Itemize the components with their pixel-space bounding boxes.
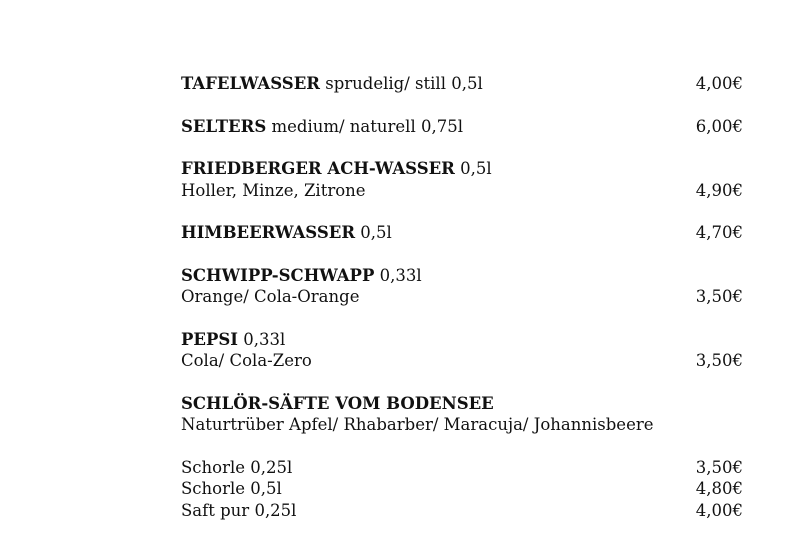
item-price: 4,00€ xyxy=(695,500,743,520)
size-label: Schorle 0,5l xyxy=(181,479,282,498)
item-name: PEPSI xyxy=(181,329,239,349)
menu-item-schwipp-schwapp xyxy=(181,265,743,287)
menu-item-selters xyxy=(181,116,743,138)
menu-item-pepsi xyxy=(181,329,743,351)
item-detail: 0,5l xyxy=(454,159,492,178)
item-detail: 0,33l xyxy=(374,265,422,285)
item-price: 3,50€ xyxy=(695,457,743,477)
menu-item-schwipp-schwapp-flavors xyxy=(181,286,743,308)
menu-item-friedberger-ach-wasser xyxy=(181,158,743,180)
item-detail: 0,5l xyxy=(355,223,392,242)
size-label: Saft pur 0,25l xyxy=(181,500,297,520)
juices-heading xyxy=(181,393,743,415)
item-detail: 0,33l xyxy=(238,329,286,349)
item-price: 4,00€ xyxy=(695,74,743,93)
item-price: 4,70€ xyxy=(695,223,743,242)
item-name: SELTERS xyxy=(181,116,267,136)
item-name: HIMBEERWASSER xyxy=(181,223,356,242)
juice-size-schorle-05 xyxy=(181,478,743,500)
item-subline: Orange/ Cola-Orange xyxy=(181,287,360,306)
item-price: 4,90€ xyxy=(695,180,743,200)
menu-item-friedberger-flavors xyxy=(181,180,743,202)
menu-item-himbeerwasser xyxy=(181,222,743,244)
item-name: FRIEDBERGER ACH-WASSER xyxy=(181,159,455,178)
size-label: Schorle 0,25l xyxy=(181,457,293,477)
item-price: 6,00€ xyxy=(695,116,743,136)
item-price: 4,80€ xyxy=(695,479,743,498)
juice-size-saft-pur-025 xyxy=(181,500,743,522)
varieties-text: Naturtrüber Apfel/ Rhabarber/ Maracuja/ Johannisbeere xyxy=(181,415,654,434)
item-subline: Cola/ Cola-Zero xyxy=(181,351,312,370)
juice-size-schorle-025 xyxy=(181,457,743,479)
drinks-menu xyxy=(181,73,743,521)
menu-item-tafelwasser xyxy=(181,73,743,95)
section-title: SCHLÖR-SÄFTE VOM BODENSEE xyxy=(181,393,494,413)
menu-item-pepsi-flavors xyxy=(181,350,743,372)
item-price: 3,50€ xyxy=(695,287,743,306)
item-price: 3,50€ xyxy=(695,351,743,370)
juices-varieties xyxy=(181,414,743,436)
item-detail: medium/ naturell 0,75l xyxy=(266,116,463,136)
item-detail: sprudelig/ still 0,5l xyxy=(320,74,483,93)
item-subline: Holler, Minze, Zitrone xyxy=(181,180,366,200)
item-name: SCHWIPP-SCHWAPP xyxy=(181,265,375,285)
item-name: TAFELWASSER xyxy=(181,74,320,93)
